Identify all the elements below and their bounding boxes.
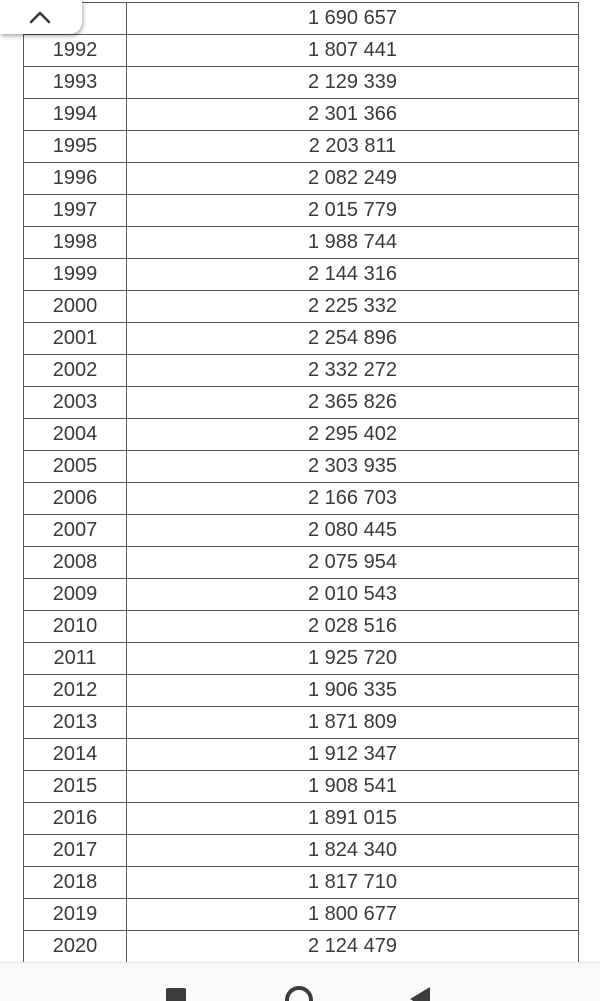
square-recents-icon[interactable] (166, 988, 186, 1001)
table-body (24, 3, 579, 963)
year-cell: 2002 (24, 355, 127, 387)
year-cell: 2011 (24, 643, 127, 675)
value-cell: 1 800 677 (127, 899, 579, 931)
year-cell: 2020 (24, 931, 127, 963)
year-cell: 2019 (24, 899, 127, 931)
year-cell: 1993 (24, 67, 127, 99)
table-row (24, 419, 579, 451)
value-cell: 1 925 720 (127, 643, 579, 675)
table-row (24, 931, 579, 963)
value-cell: 2 203 811 (127, 131, 579, 163)
year-cell: 2015 (24, 771, 127, 803)
year-cell: 1995 (24, 131, 127, 163)
value-cell: 2 225 332 (127, 291, 579, 323)
table-row (24, 611, 579, 643)
value-cell: 1 817 710 (127, 867, 579, 899)
year-cell: 2005 (24, 451, 127, 483)
table-row (24, 259, 579, 291)
table-row (24, 771, 579, 803)
year-cell: 1997 (24, 195, 127, 227)
table-row (24, 803, 579, 835)
year-cell: 1999 (24, 259, 127, 291)
year-cell: 2007 (24, 515, 127, 547)
year-cell: 1996 (24, 163, 127, 195)
value-cell: 2 015 779 (127, 195, 579, 227)
table-row (24, 323, 579, 355)
table-row (24, 131, 579, 163)
circle-home-icon[interactable] (285, 986, 313, 1001)
value-cell: 2 124 479 (127, 931, 579, 963)
year-cell: 1992 (24, 35, 127, 67)
year-cell: 2013 (24, 707, 127, 739)
table-row (24, 515, 579, 547)
year-cell: 2017 (24, 835, 127, 867)
value-cell: 2 254 896 (127, 323, 579, 355)
value-cell: 2 010 543 (127, 579, 579, 611)
table-row (24, 67, 579, 99)
value-cell: 2 332 272 (127, 355, 579, 387)
value-cell: 1 807 441 (127, 35, 579, 67)
triangle-back-icon[interactable] (410, 987, 430, 1001)
table-row (24, 707, 579, 739)
table-row (24, 483, 579, 515)
value-cell: 1 690 657 (127, 3, 579, 35)
table-row (24, 387, 579, 419)
year-cell: 2016 (24, 803, 127, 835)
value-cell: 2 303 935 (127, 451, 579, 483)
table-row (24, 35, 579, 67)
value-cell: 2 028 516 (127, 611, 579, 643)
year-cell: 2006 (24, 483, 127, 515)
table-row (24, 163, 579, 195)
table-row (24, 643, 579, 675)
value-cell: 2 295 402 (127, 419, 579, 451)
value-cell: 2 166 703 (127, 483, 579, 515)
chevron-up-icon (31, 10, 51, 24)
value-cell: 2 365 826 (127, 387, 579, 419)
table-row (24, 291, 579, 323)
table-row (24, 3, 579, 35)
year-cell: 1998 (24, 227, 127, 259)
value-cell: 1 912 347 (127, 739, 579, 771)
value-cell: 1 891 015 (127, 803, 579, 835)
table-row (24, 451, 579, 483)
value-cell: 1 871 809 (127, 707, 579, 739)
value-cell: 1 988 744 (127, 227, 579, 259)
table-row (24, 675, 579, 707)
year-cell: 2014 (24, 739, 127, 771)
table-row (24, 195, 579, 227)
year-cell: 2018 (24, 867, 127, 899)
value-cell: 1 908 541 (127, 771, 579, 803)
year-cell: 2010 (24, 611, 127, 643)
table-row (24, 867, 579, 899)
year-cell: 2004 (24, 419, 127, 451)
value-cell: 2 082 249 (127, 163, 579, 195)
value-cell: 1 906 335 (127, 675, 579, 707)
year-cell: 2001 (24, 323, 127, 355)
table-row (24, 227, 579, 259)
value-cell: 2 301 366 (127, 99, 579, 131)
year-cell: 1994 (24, 99, 127, 131)
table-row (24, 355, 579, 387)
table-row (24, 739, 579, 771)
collapse-button[interactable] (0, 0, 82, 34)
value-cell: 2 144 316 (127, 259, 579, 291)
year-cell: 2009 (24, 579, 127, 611)
value-cell: 1 824 340 (127, 835, 579, 867)
year-cell: 2012 (24, 675, 127, 707)
table-row (24, 579, 579, 611)
value-cell: 2 129 339 (127, 67, 579, 99)
year-cell: 2008 (24, 547, 127, 579)
value-cell: 2 080 445 (127, 515, 579, 547)
value-cell: 2 075 954 (127, 547, 579, 579)
data-table (23, 2, 579, 962)
year-cell: 2003 (24, 387, 127, 419)
table-row (24, 899, 579, 931)
table-row (24, 835, 579, 867)
year-cell: 2000 (24, 291, 127, 323)
table-row (24, 547, 579, 579)
table-row (24, 99, 579, 131)
system-nav-bar (0, 962, 600, 1001)
